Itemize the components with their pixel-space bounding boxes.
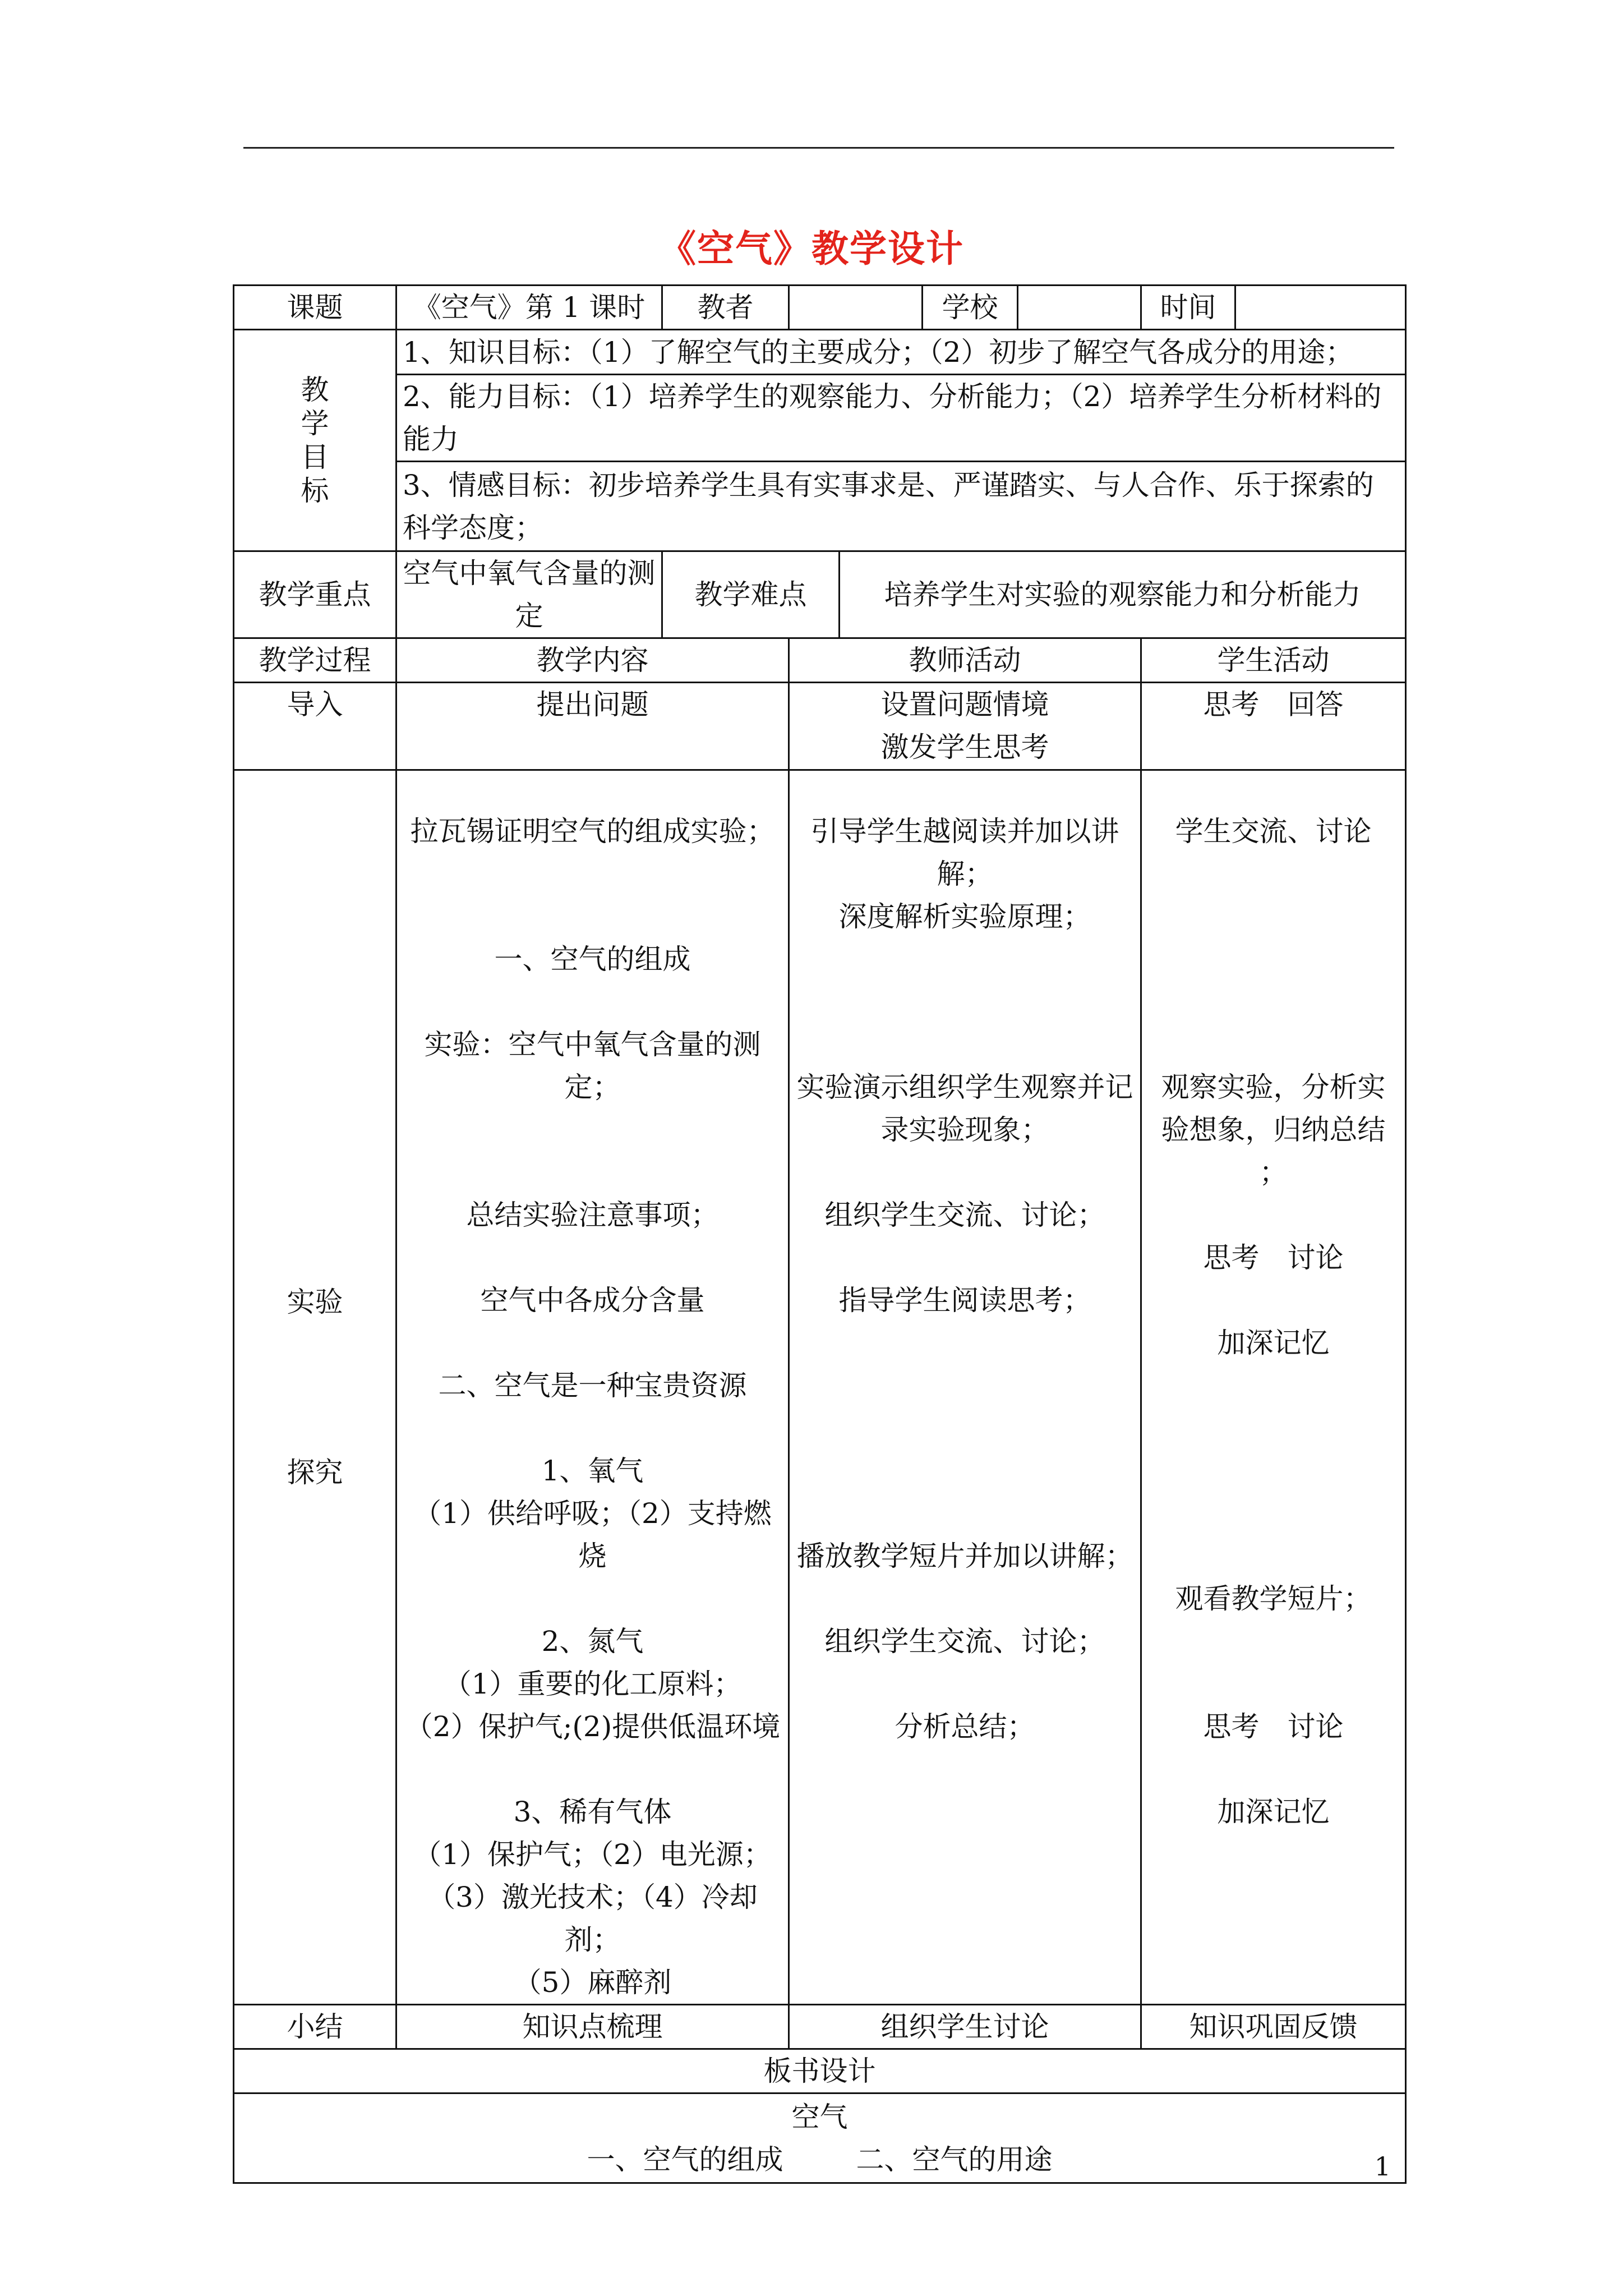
- board-title: 空气: [791, 2100, 848, 2133]
- focus-row: [234, 551, 1406, 638]
- board-content: [234, 2093, 1406, 2183]
- header-row: [234, 286, 1406, 330]
- intro-stage: 导入: [234, 683, 396, 770]
- board-heading: 板书设计: [234, 2049, 1406, 2093]
- experiment-teacher: 引导学生越阅读并加以讲解； 深度解析实验原理； 实验演示组织学生观察并记录实验现象； 组织学生交流、讨论； 指导学生阅读思考； 播放教学短片并加以讲解； 组织学生交流、讨论； 分析总结；: [789, 770, 1141, 2005]
- teacher-value: [789, 286, 923, 330]
- school-label: 学校: [923, 286, 1018, 330]
- experiment-content: 拉瓦锡证明空气的组成实验； 一、空气的组成 实验：空气中氧气含量的测定； 总结实验注意事项； 空气中各成分含量 二、空气是一种宝贵资源 1、氧气 （1）供给呼吸；（2）支持燃烧 2、氮气 （1）重要的化工原料； （2）保护气;(2)提供低温环境 3、稀有气体 （1）保护气；（2）电光源； （3）激光技术；（4）冷却剂； （5）麻醉剂: [396, 770, 789, 2005]
- teacher-label: 教者: [662, 286, 789, 330]
- summary-teacher: 组织学生讨论: [789, 2005, 1141, 2049]
- process-teacher-header: 教师活动: [789, 638, 1141, 683]
- intro-student: 思考 回答: [1141, 683, 1406, 770]
- experiment-stage: 实验 探究: [234, 770, 396, 2005]
- objective-row-1: [234, 330, 1406, 375]
- board-heading-row: [234, 2049, 1406, 2093]
- key-point-label: 教学重点: [234, 551, 396, 638]
- topic-value: 《空气》第 1 课时: [396, 286, 662, 330]
- time-label: 时间: [1141, 286, 1235, 330]
- document-title: 《空气》教学设计: [659, 227, 964, 270]
- summary-student: 知识巩固反馈: [1141, 2005, 1406, 2049]
- key-point-value: 空气中氧气含量的测定: [396, 551, 662, 638]
- board-item-uses: 二、空气的用途: [856, 2143, 1053, 2176]
- intro-row: [234, 683, 1406, 770]
- experiment-row: [234, 770, 1406, 2005]
- process-stage-header: 教学过程: [234, 638, 396, 683]
- difficulty-label: 教学难点: [662, 551, 840, 638]
- objective-row-3: [234, 462, 1406, 551]
- objective-emotion: 3、情感目标：初步培养学生具有实事求是、严谨踏实、与人合作、乐于探索的科学态度；: [396, 462, 1406, 551]
- summary-row: [234, 2005, 1406, 2049]
- page-number: 1: [1374, 2151, 1391, 2182]
- experiment-student: 学生交流、讨论 观察实验，分析实验想象，归纳总结 ； 思考 讨论 加深记忆 观看教学短片； 思考 讨论 加深记忆: [1141, 770, 1406, 2005]
- summary-stage: 小结: [234, 2005, 396, 2049]
- objective-row-2: [234, 375, 1406, 462]
- objective-knowledge: 1、知识目标：（1）了解空气的主要成分；（2）初步了解空气各成分的用途；: [396, 330, 1406, 375]
- process-student-header: 学生活动: [1141, 638, 1406, 683]
- board-item-composition: 一、空气的组成: [587, 2143, 783, 2176]
- difficulty-value: 培养学生对实验的观察能力和分析能力: [840, 551, 1406, 638]
- objective-ability: 2、能力目标：（1）培养学生的观察能力、分析能力；（2）培养学生分析材料的能力: [396, 375, 1406, 462]
- process-header-row: [234, 638, 1406, 683]
- objectives-label: 教 学 目 标: [234, 330, 396, 551]
- intro-teacher: 设置问题情境 激发学生思考: [789, 683, 1141, 770]
- time-value: [1235, 286, 1406, 330]
- board-content-row: [234, 2093, 1406, 2183]
- school-value: [1018, 286, 1141, 330]
- summary-content: 知识点梳理: [396, 2005, 789, 2049]
- topic-label: 课题: [234, 286, 396, 330]
- process-content-header: 教学内容: [396, 638, 789, 683]
- header-rule: [243, 147, 1394, 149]
- lesson-plan-table: [233, 284, 1407, 2184]
- intro-content: 提出问题: [396, 683, 789, 770]
